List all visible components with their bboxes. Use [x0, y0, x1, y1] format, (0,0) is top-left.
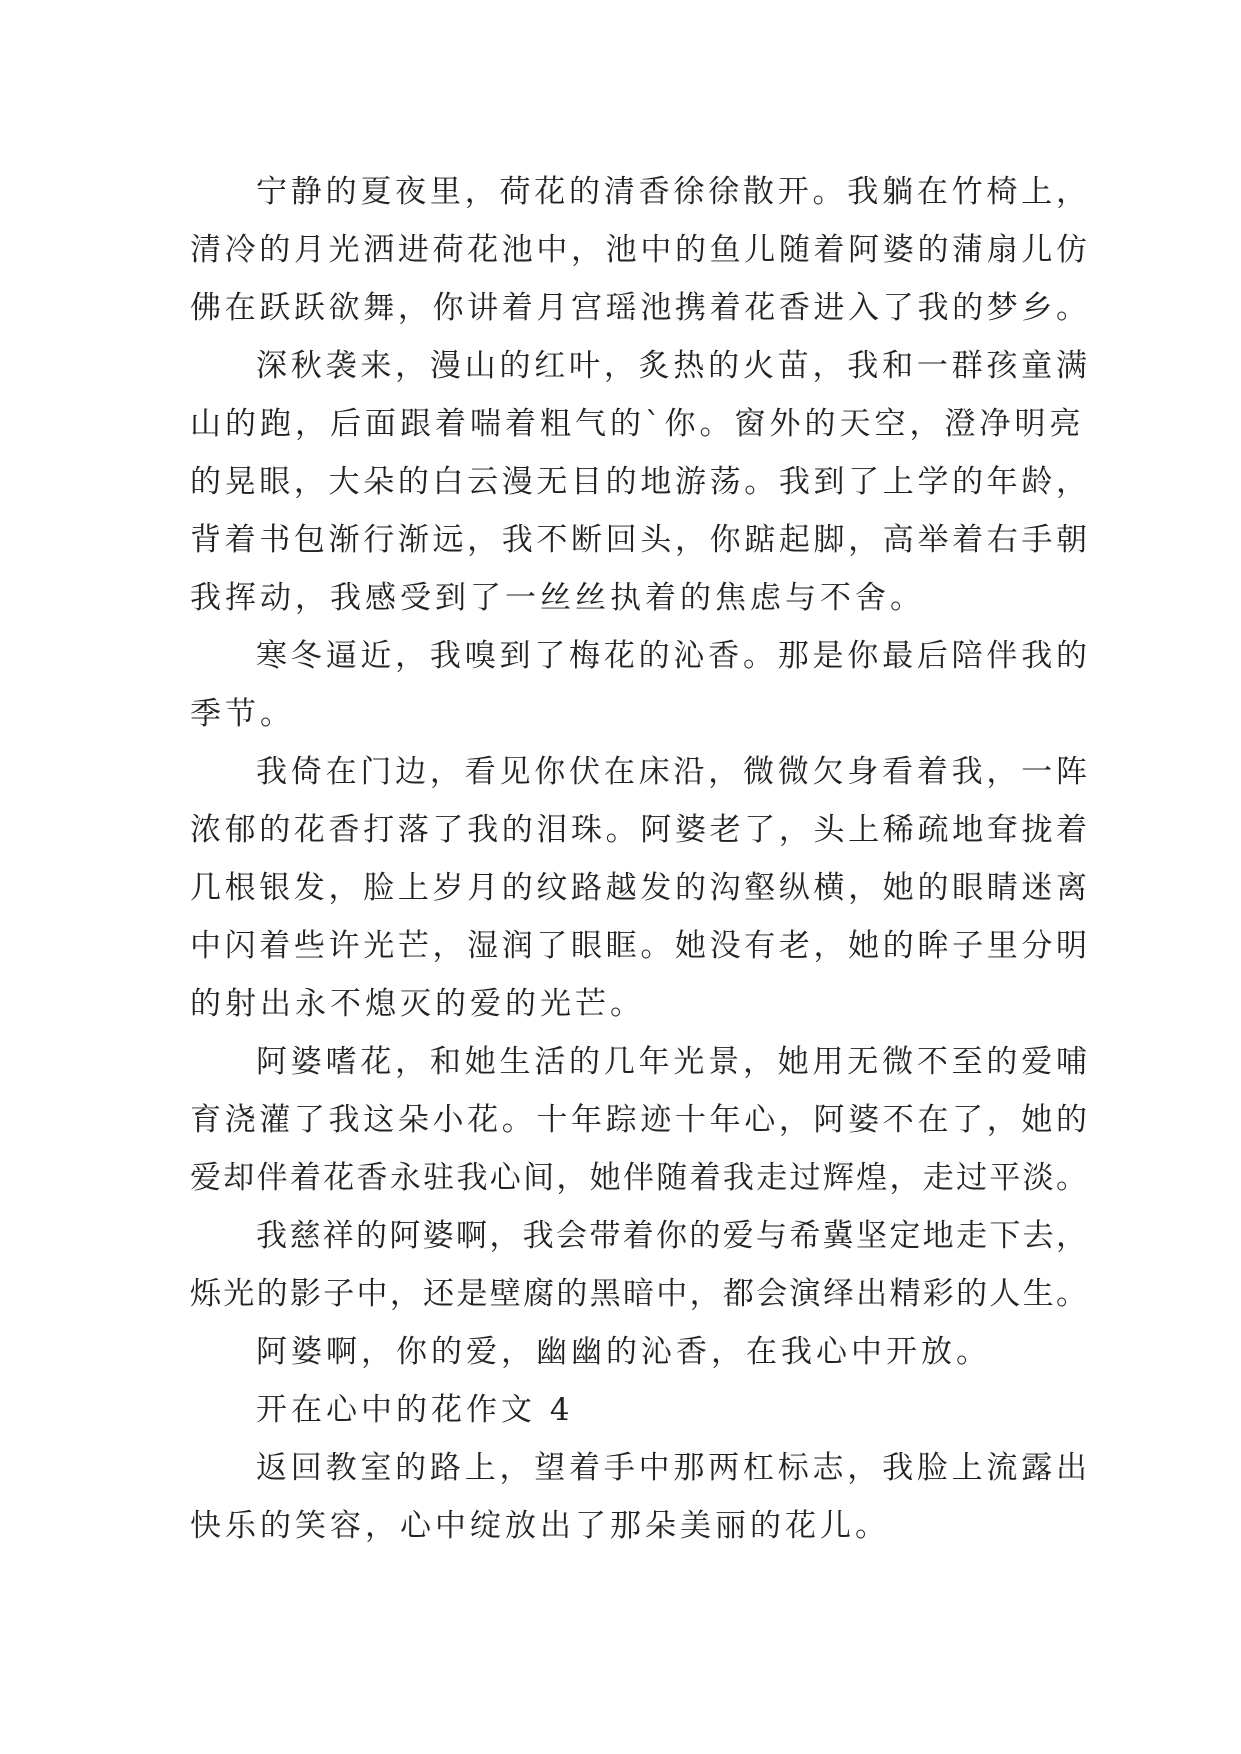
text-line: 我挥动，我感受到了一丝丝执着的焦虑与不舍。 [190, 580, 925, 616]
text-line: 的射出永不熄灭的爱的光芒。 [190, 986, 645, 1022]
text-line: 育浇灌了我这朵小花。十年踪迹十年心，阿婆不在了，她的 [190, 1102, 1091, 1138]
text-line: 中闪着些许光芒，湿润了眼眶。她没有老，她的眸子里分明 [190, 928, 1091, 964]
text-line: 清冷的月光洒进荷花池中，池中的鱼儿随着阿婆的蒲扇儿仿 [190, 232, 1091, 268]
text-line: 几根银发，脸上岁月的纹路越发的沟壑纵横，她的眼睛迷离 [190, 870, 1091, 906]
text-line: 阿婆嗜花，和她生活的几年光景，她用无微不至的爱哺 [256, 1044, 1091, 1080]
text-line: 季节。 [190, 696, 295, 732]
text-line: 爱却伴着花香永驻我心间，她伴随着我走过辉煌，走过平淡。 [190, 1160, 1090, 1196]
text-line: 返回教室的路上，望着手中那两杠标志，我脸上流露出 [256, 1450, 1091, 1486]
text-line: 浓郁的花香打落了我的泪珠。阿婆老了，头上稀疏地耷拢着 [190, 812, 1091, 848]
text-line: 寒冬逼近，我嗅到了梅花的沁香。那是你最后陪伴我的 [256, 638, 1091, 674]
text-line: 深秋袭来，漫山的红叶，炙热的火苗，我和一群孩童满 [256, 348, 1091, 384]
text-line: 快乐的笑容，心中绽放出了那朵美丽的花儿。 [190, 1508, 890, 1544]
text-line: 佛在跃跃欲舞，你讲着月宫瑶池携着花香进入了我的梦乡。 [190, 290, 1091, 326]
text-line: 阿婆啊，你的爱，幽幽的沁香，在我心中开放。 [256, 1334, 991, 1370]
text-line: 山的跑，后面跟着喘着粗气的`你。窗外的天空，澄净明亮 [190, 406, 1085, 442]
text-line: 我倚在门边，看见你伏在床沿，微微欠身看着我，一阵 [256, 754, 1091, 790]
text-line: 烁光的影子中，还是壁腐的黑暗中，都会演绎出精彩的人生。 [190, 1276, 1090, 1312]
text-line: 背着书包渐行渐远，我不断回头，你踮起脚，高举着右手朝 [190, 522, 1091, 558]
text-line: 我慈祥的阿婆啊，我会带着你的爱与希冀坚定地走下去， [256, 1218, 1090, 1254]
text-line: 的晃眼，大朵的白云漫无目的地游荡。我到了上学的年龄， [190, 464, 1091, 500]
section-heading: 开在心中的花作文 4 [256, 1392, 574, 1428]
text-line: 宁静的夏夜里，荷花的清香徐徐散开。我躺在竹椅上， [256, 174, 1091, 210]
